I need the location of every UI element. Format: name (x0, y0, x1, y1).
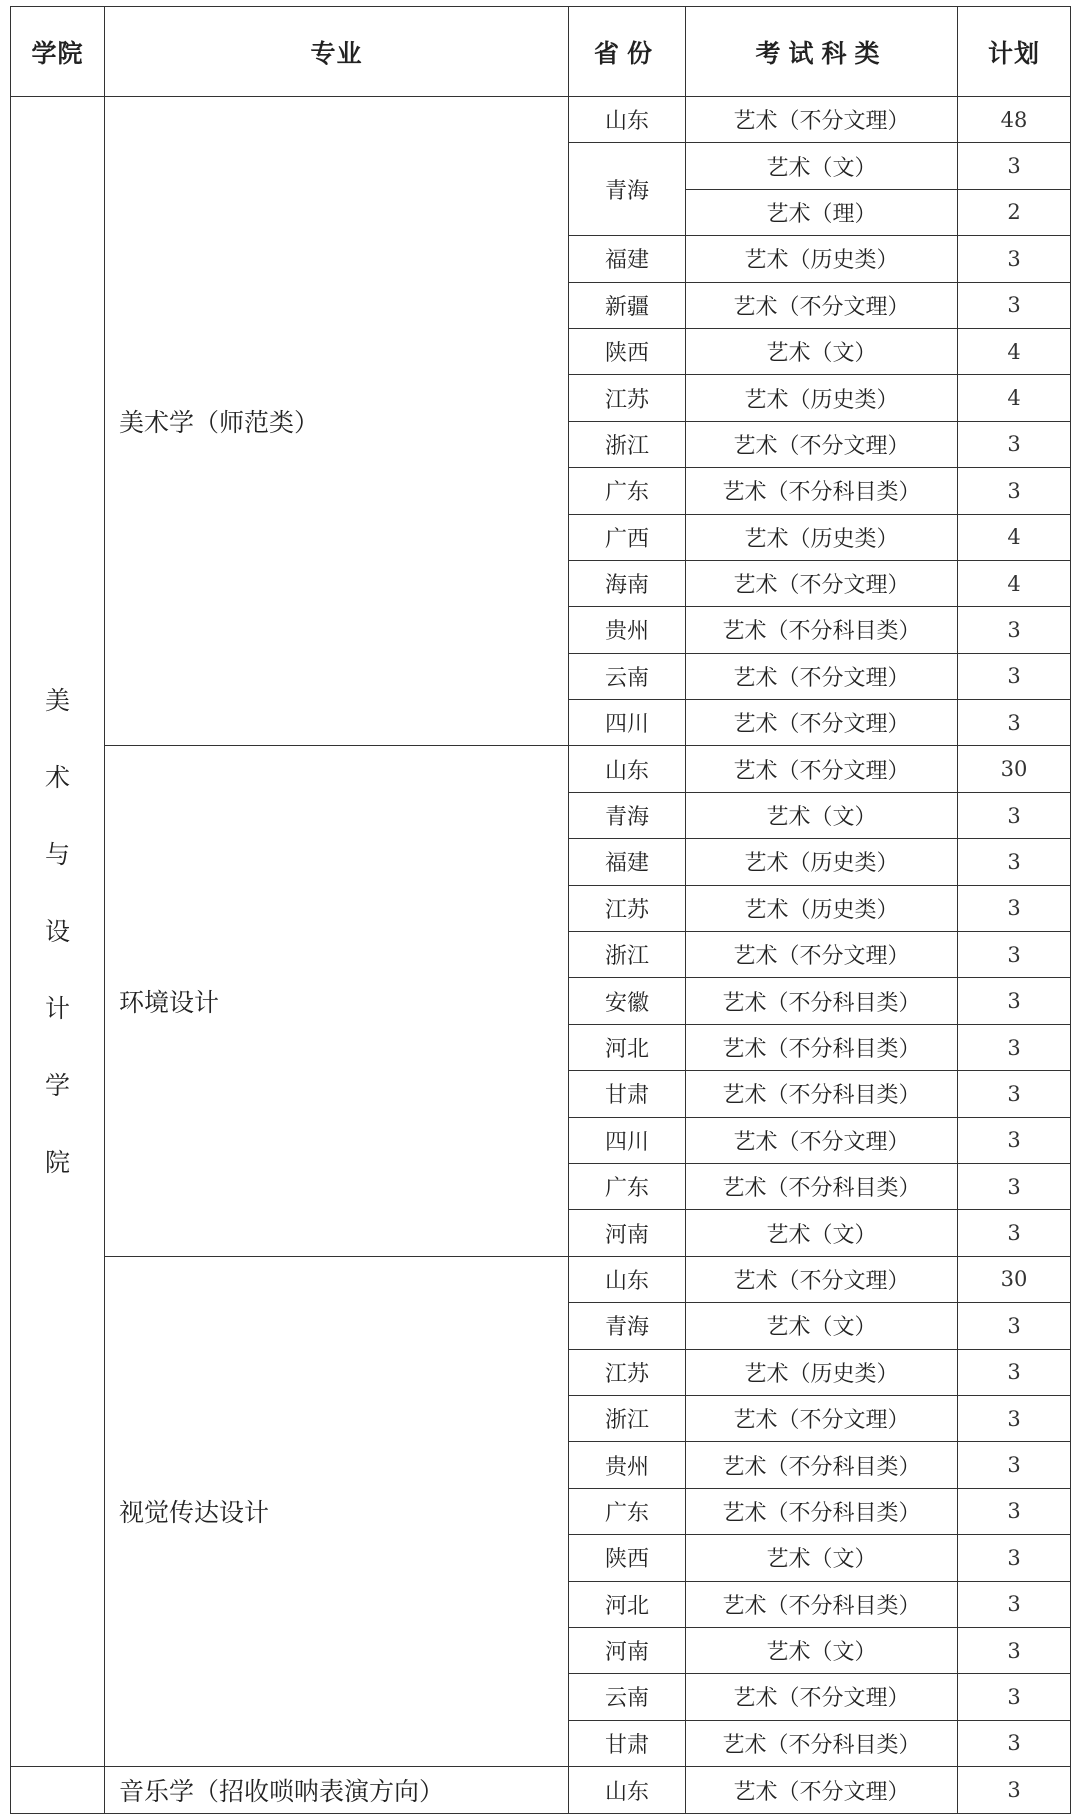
province-cell: 四川 (569, 1117, 686, 1163)
subject-cell: 艺术（不分科目类） (686, 1488, 958, 1534)
plan-cell: 3 (958, 1627, 1071, 1673)
plan-cell: 3 (958, 1071, 1071, 1117)
province-cell: 河南 (569, 1627, 686, 1673)
subject-cell: 艺术（不分文理） (686, 560, 958, 606)
plan-cell: 3 (958, 1581, 1071, 1627)
province-cell: 福建 (569, 236, 686, 282)
subject-cell: 艺术（历史类） (686, 375, 958, 421)
subject-cell: 艺术（不分文理） (686, 1767, 958, 1814)
table-body (11, 97, 1071, 1814)
province-cell: 山东 (569, 1767, 686, 1814)
province-cell: 浙江 (569, 421, 686, 467)
plan-cell: 30 (958, 746, 1071, 792)
province-cell: 江苏 (569, 885, 686, 931)
plan-cell: 3 (958, 1674, 1071, 1720)
plan-cell: 3 (958, 792, 1071, 838)
plan-cell: 3 (958, 1117, 1071, 1163)
province-cell: 贵州 (569, 607, 686, 653)
header-row (11, 7, 1071, 97)
header-province: 省份 (569, 7, 686, 97)
province-cell: 云南 (569, 653, 686, 699)
province-cell: 广东 (569, 1163, 686, 1209)
subject-cell: 艺术（不分科目类） (686, 468, 958, 514)
major-cell: 音乐学（招收唢呐表演方向） (105, 1767, 569, 1814)
plan-cell: 3 (958, 468, 1071, 514)
major-cell: 美术学（师范类） (105, 97, 569, 746)
table-row (11, 97, 1071, 143)
table-row (11, 1767, 1071, 1814)
subject-cell: 艺术（不分文理） (686, 1674, 958, 1720)
table-row (11, 746, 1071, 792)
subject-cell: 艺术（不分文理） (686, 932, 958, 978)
header-plan: 计划 (958, 7, 1071, 97)
province-cell: 贵州 (569, 1442, 686, 1488)
header-major: 专业 (105, 7, 569, 97)
plan-cell: 3 (958, 700, 1071, 746)
plan-cell: 3 (958, 932, 1071, 978)
province-cell: 新疆 (569, 282, 686, 328)
subject-cell: 艺术（不分文理） (686, 1256, 958, 1302)
subject-cell: 艺术（不分文理） (686, 1395, 958, 1441)
province-cell: 陕西 (569, 1535, 686, 1581)
province-cell: 广东 (569, 1488, 686, 1534)
subject-cell: 艺术（理） (686, 189, 958, 235)
subject-cell: 艺术（历史类） (686, 236, 958, 282)
province-cell: 云南 (569, 1674, 686, 1720)
plan-cell: 3 (958, 607, 1071, 653)
subject-cell: 艺术（文） (686, 1210, 958, 1256)
subject-cell: 艺术（不分文理） (686, 653, 958, 699)
subject-cell: 艺术（历史类） (686, 514, 958, 560)
plan-cell: 4 (958, 375, 1071, 421)
college-cell: 美 术 与 设 计 学 院 (11, 97, 105, 1767)
province-cell: 陕西 (569, 328, 686, 374)
table-row (11, 1256, 1071, 1302)
subject-cell: 艺术（不分科目类） (686, 1024, 958, 1070)
province-cell: 浙江 (569, 1395, 686, 1441)
plan-cell: 3 (958, 1024, 1071, 1070)
province-cell: 河南 (569, 1210, 686, 1256)
plan-cell: 3 (958, 885, 1071, 931)
college-cell-empty (11, 1767, 105, 1814)
subject-cell: 艺术（文） (686, 1627, 958, 1673)
subject-cell: 艺术（不分科目类） (686, 1071, 958, 1117)
plan-cell: 4 (958, 514, 1071, 560)
admission-plan-table (10, 6, 1071, 1814)
province-cell: 河北 (569, 1024, 686, 1070)
subject-cell: 艺术（历史类） (686, 839, 958, 885)
plan-cell: 3 (958, 1163, 1071, 1209)
plan-cell: 4 (958, 328, 1071, 374)
subject-cell: 艺术（文） (686, 1535, 958, 1581)
plan-cell: 3 (958, 1210, 1071, 1256)
subject-cell: 艺术（历史类） (686, 1349, 958, 1395)
plan-cell: 3 (958, 421, 1071, 467)
plan-cell: 3 (958, 1442, 1071, 1488)
subject-cell: 艺术（不分科目类） (686, 1163, 958, 1209)
province-cell: 甘肃 (569, 1071, 686, 1117)
province-cell: 山东 (569, 97, 686, 143)
plan-cell: 3 (958, 839, 1071, 885)
header-subject: 考试科类 (686, 7, 958, 97)
plan-cell: 3 (958, 653, 1071, 699)
subject-cell: 艺术（不分文理） (686, 1117, 958, 1163)
plan-cell: 3 (958, 978, 1071, 1024)
plan-cell: 2 (958, 189, 1071, 235)
province-cell: 甘肃 (569, 1720, 686, 1766)
province-cell: 青海 (569, 1303, 686, 1349)
plan-cell: 3 (958, 1488, 1071, 1534)
subject-cell: 艺术（不分科目类） (686, 607, 958, 653)
subject-cell: 艺术（不分科目类） (686, 1442, 958, 1488)
subject-cell: 艺术（历史类） (686, 885, 958, 931)
plan-cell: 48 (958, 97, 1071, 143)
subject-cell: 艺术（文） (686, 328, 958, 374)
province-cell: 浙江 (569, 932, 686, 978)
plan-cell: 30 (958, 1256, 1071, 1302)
province-cell: 江苏 (569, 375, 686, 421)
province-cell: 海南 (569, 560, 686, 606)
plan-cell: 3 (958, 1720, 1071, 1766)
plan-cell: 3 (958, 282, 1071, 328)
province-cell: 福建 (569, 839, 686, 885)
plan-cell: 4 (958, 560, 1071, 606)
subject-cell: 艺术（不分文理） (686, 97, 958, 143)
plan-cell: 3 (958, 1395, 1071, 1441)
province-cell: 青海 (569, 792, 686, 838)
province-cell: 广东 (569, 468, 686, 514)
province-cell: 山东 (569, 746, 686, 792)
plan-cell: 3 (958, 1349, 1071, 1395)
subject-cell: 艺术（不分文理） (686, 282, 958, 328)
province-cell: 安徽 (569, 978, 686, 1024)
plan-cell: 3 (958, 1535, 1071, 1581)
major-cell: 视觉传达设计 (105, 1256, 569, 1766)
province-cell: 河北 (569, 1581, 686, 1627)
subject-cell: 艺术（不分科目类） (686, 1581, 958, 1627)
province-cell: 四川 (569, 700, 686, 746)
major-cell: 环境设计 (105, 746, 569, 1256)
subject-cell: 艺术（不分文理） (686, 700, 958, 746)
subject-cell: 艺术（文） (686, 1303, 958, 1349)
subject-cell: 艺术（不分文理） (686, 421, 958, 467)
header-college: 学院 (11, 7, 105, 97)
province-cell: 广西 (569, 514, 686, 560)
province-cell: 山东 (569, 1256, 686, 1302)
plan-cell: 3 (958, 236, 1071, 282)
subject-cell: 艺术（不分科目类） (686, 978, 958, 1024)
plan-cell: 3 (958, 1303, 1071, 1349)
subject-cell: 艺术（文） (686, 143, 958, 189)
plan-cell: 3 (958, 143, 1071, 189)
subject-cell: 艺术（文） (686, 792, 958, 838)
plan-cell: 3 (958, 1767, 1071, 1814)
subject-cell: 艺术（不分科目类） (686, 1720, 958, 1766)
province-cell: 青海 (569, 143, 686, 236)
province-cell: 江苏 (569, 1349, 686, 1395)
subject-cell: 艺术（不分文理） (686, 746, 958, 792)
